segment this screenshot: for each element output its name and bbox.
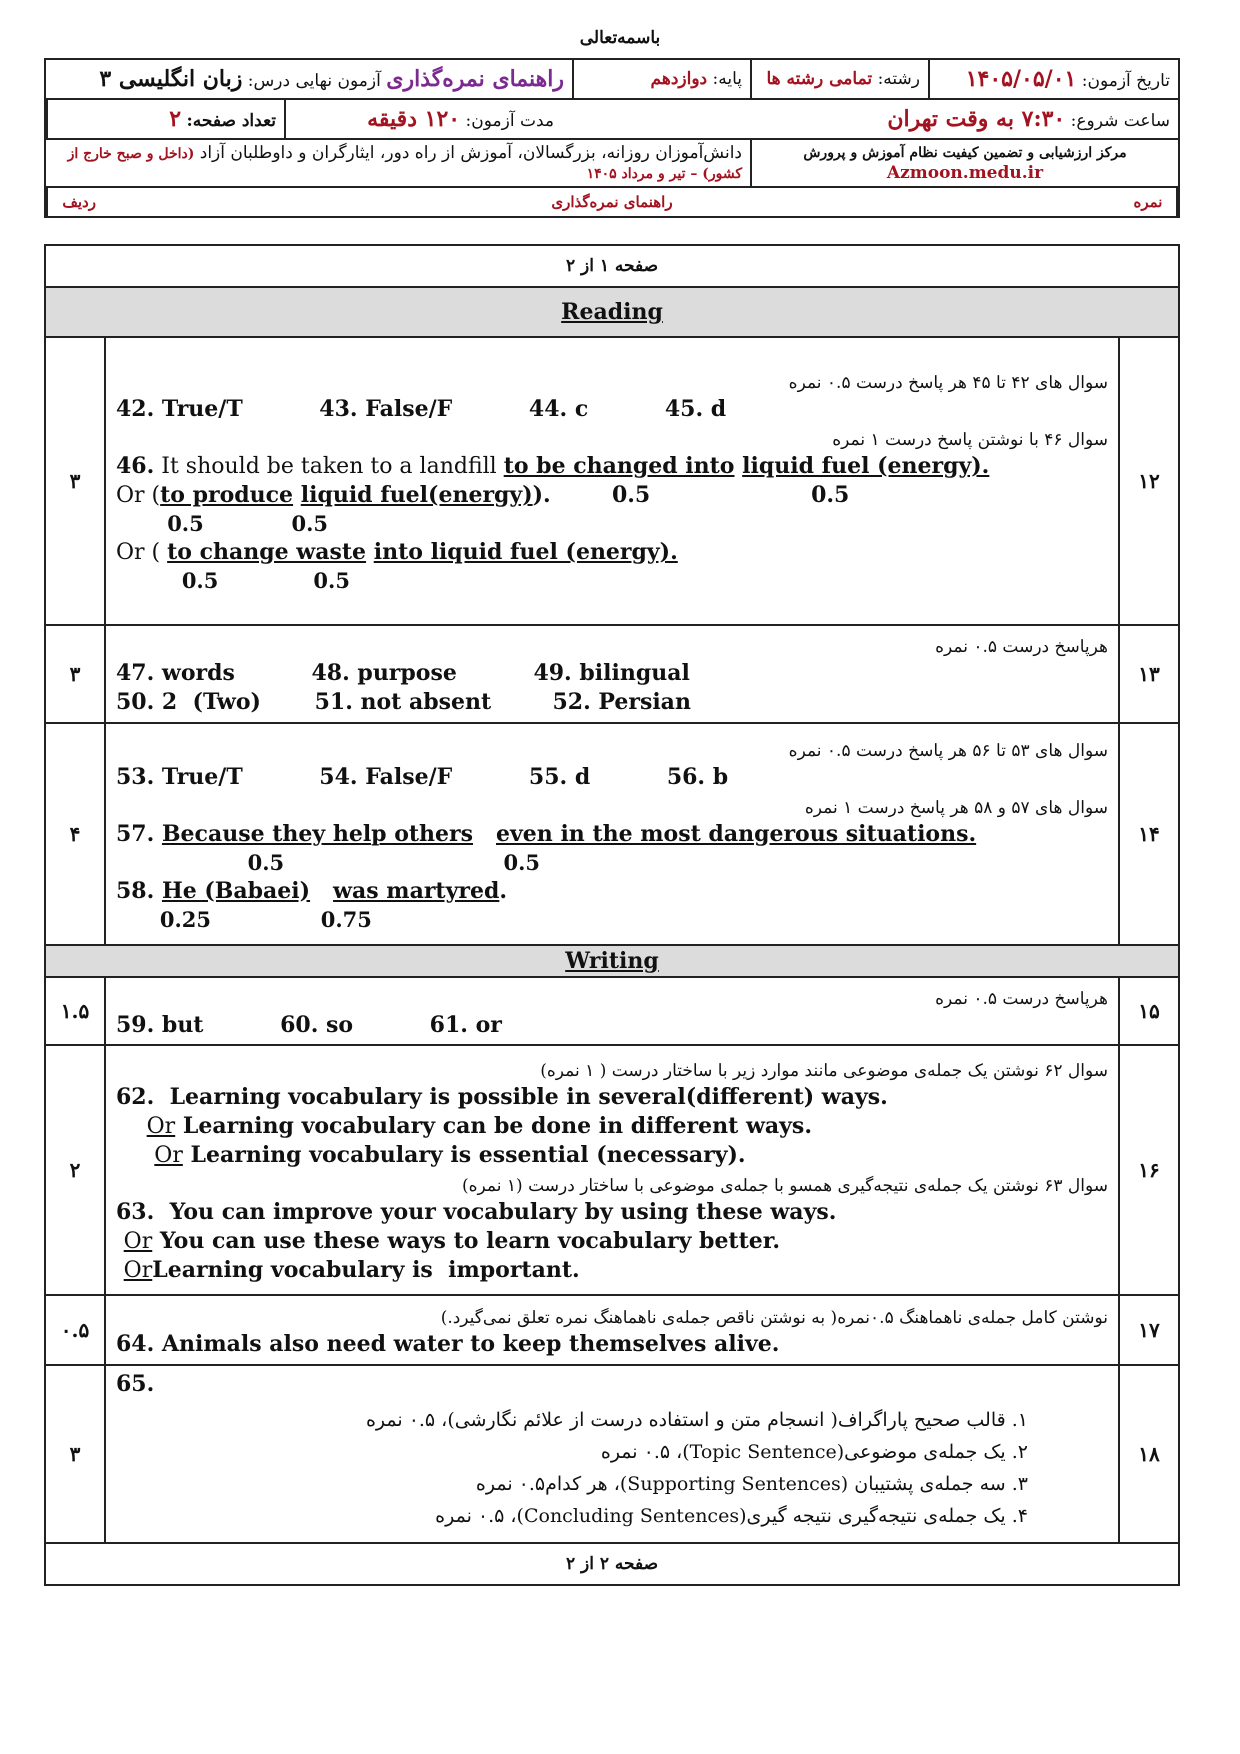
reading-section-title: Reading	[45, 287, 1179, 337]
scoring-note: سوال های ۴۲ تا ۴۵ هر پاسخ درست ۰.۵ نمره	[788, 373, 1108, 393]
score-cell: ۱.۵	[45, 977, 105, 1045]
start-label: ساعت شروع:	[1070, 111, 1170, 131]
table-row	[45, 337, 1179, 625]
row-number: ۱۸	[1119, 1365, 1179, 1543]
course-name: زبان انگلیسی ۳	[99, 66, 243, 92]
criteria-item: ۲. یک جمله‌ی موضوعی(Topic Sentence)، ۰.۵ نمره	[600, 1441, 1028, 1463]
duration-value: ۱۲۰ دقیقه	[367, 106, 461, 132]
answer-cell	[105, 1045, 1119, 1295]
answer-cell	[105, 723, 1119, 945]
table-row	[45, 1045, 1179, 1295]
grade-value: دوازدهم	[650, 69, 708, 89]
duration-cell	[285, 100, 562, 138]
table-row	[45, 1365, 1179, 1543]
document-heading: باسمه‌تعالی	[579, 28, 661, 48]
row-number: ۱۳	[1119, 625, 1179, 723]
scoring-note: سوال های ۵۳ تا ۵۶ هر پاسخ درست ۰.۵ نمره	[788, 740, 1108, 761]
writing-section-title: Writing	[45, 945, 1179, 977]
center-name: مرکز ارزشیابی و تضمین کیفیت نظام آموزش و پرورش	[803, 145, 1127, 161]
answer-line: 53. True/T 54. False/F 55. d 56. b	[116, 763, 729, 790]
field-label: رشته:	[877, 69, 920, 89]
score-cell: ۴	[45, 723, 105, 945]
score-cell: ۳	[45, 625, 105, 723]
page-1-label: صفحه ۱ از ۲	[45, 245, 1179, 287]
answer-46: 46. It should be taken to a landfill to be changed into liquid fuel (energy).	[116, 453, 990, 479]
answer-57: 57. Because they help others even in the most dangerous situations.	[116, 820, 977, 847]
criteria-item: ۱. قالب صحیح پاراگراف( انسجام متن و استفاده درست از علائم نگارشی)، ۰.۵ نمره	[365, 1409, 1028, 1431]
row-number: ۱۷	[1119, 1295, 1179, 1365]
scoring-note: سوال های ۵۷ و ۵۸ هر پاسخ درست ۱ نمره	[804, 797, 1108, 818]
meta-row	[45, 99, 1179, 139]
answer-63-alt-1: Or You can use these ways to learn vocabulary better.	[123, 1228, 780, 1254]
answer-63-alt-2: OrLearning vocabulary is important.	[123, 1257, 580, 1283]
answer-62-alt-2: Or Learning vocabulary is essential (necessary).	[154, 1142, 746, 1168]
answer-64: 64. Animals also need water to keep themselves alive.	[116, 1330, 780, 1357]
table-row	[45, 723, 1179, 945]
row-number: ۱۲	[1119, 337, 1179, 625]
final-exam-label: آزمون نهایی درس:	[247, 71, 381, 91]
answer-65: 65.	[116, 1371, 155, 1397]
answer-46-alt-1: Or (to produce liquid fuel(energy)). 0.5 0.5	[116, 482, 850, 508]
field-cell	[751, 59, 929, 99]
date-value: ۱۴۰۵/۰۵/۰۱	[965, 66, 1077, 92]
answer-42: 42. True/T	[116, 396, 243, 422]
table-row	[45, 977, 1179, 1045]
grade-cell	[573, 59, 751, 99]
score-cell: ۳	[45, 337, 105, 625]
answer-key-table	[44, 244, 1180, 1586]
pages-cell	[47, 100, 285, 138]
grade-label: پایه:	[712, 69, 742, 89]
criteria-item: ۳. سه جمله‌ی پشتیبان (Supporting Sentences)، هر کدام۰.۵ نمره	[475, 1473, 1028, 1495]
scoring-note: هرپاسخ درست ۰.۵ نمره	[935, 988, 1108, 1009]
answer-46-alt-1-scores: 0.5 0.5	[167, 511, 329, 536]
answer-58-scores: 0.25 0.75	[159, 906, 372, 932]
scoring-note: سوال ۴۶ با نوشتن پاسخ درست ۱ نمره	[832, 430, 1108, 450]
answer-62: 62. Learning vocabulary is possible in several(different) ways.	[116, 1084, 888, 1110]
page-2-label: صفحه ۲ از ۲	[45, 1543, 1179, 1585]
answer-cell	[105, 1365, 1119, 1543]
scoring-note: نوشتن کامل جمله‌ی ناهماهنگ ۰.۵نمره( به نوشتن ناقص جمله‌ی ناهماهنگ نمره تعلق نمی‌گیرد.)	[440, 1307, 1108, 1328]
answer-44: 44. c	[528, 396, 589, 422]
row-number: ۱۶	[1119, 1045, 1179, 1295]
date-cell	[929, 59, 1179, 99]
answer-cell	[105, 977, 1119, 1045]
pages-label: تعداد صفحه:	[186, 111, 276, 131]
column-guide-label: راهنمای نمره‌گذاری	[551, 193, 673, 211]
column-row-label: ردیف	[47, 188, 104, 216]
answer-cell	[105, 625, 1119, 723]
center-cell	[751, 139, 1179, 187]
answer-cell	[105, 337, 1119, 625]
score-cell: ۰.۵	[45, 1295, 105, 1365]
table-row	[45, 1295, 1179, 1365]
answer-line: 50. 2 (Two) 51. not absent 52. Persian	[116, 689, 691, 715]
pages-value: ۲	[169, 106, 182, 132]
row-number: ۱۵	[1119, 977, 1179, 1045]
score-cell: ۲	[45, 1045, 105, 1295]
start-cell	[562, 100, 1178, 138]
answer-45: 45. d	[664, 396, 727, 422]
scoring-note: هرپاسخ درست ۰.۵ نمره	[935, 637, 1108, 657]
row-number: ۱۴	[1119, 723, 1179, 945]
answer-46-alt-2: Or ( to change waste into liquid fuel (energy).	[116, 539, 678, 565]
exam-header	[44, 58, 1180, 218]
scoring-note: سوال ۶۳ نوشتن یک جمله‌ی نتیجه‌گیری همسو با جمله‌ی موضوعی با ساختار درست (۱ نمره)	[462, 1176, 1108, 1196]
start-value: ۷:۳۰ به وقت تهران	[887, 106, 1066, 132]
answer-43: 43. False/F	[319, 396, 453, 422]
audience-text: دانش‌آموزان روزانه، بزرگسالان، آموزش از راه دور، ایثارگران و داوطلبان آزاد	[199, 143, 742, 163]
scoring-note: سوال ۶۲ نوشتن یک جمله‌ی موضوعی مانند موارد زیر با ساختار درست ( ۱ نمره)	[540, 1061, 1108, 1081]
guide-course-cell	[45, 59, 573, 99]
website-link[interactable]: Azmoon.medu.ir	[886, 163, 1044, 183]
answer-58: 58. He (Babaei) was martyred.	[116, 877, 507, 904]
column-score-label: نمره	[1120, 188, 1177, 216]
duration-label: مدت آزمون:	[465, 111, 554, 131]
answer-line: 47. words 48. purpose 49. bilingual	[116, 660, 690, 686]
table-row	[45, 625, 1179, 723]
audience-cell	[45, 139, 751, 187]
answer-57-scores: 0.5 0.5	[247, 849, 541, 875]
audience-highlight: (داخل و صبح خارج از کشور) – تیر و مرداد ۱۴۰۵	[67, 146, 742, 182]
answer-62-alt-1: Or Learning vocabulary can be done in different ways.	[146, 1113, 812, 1139]
answer-46-alt-2-scores: 0.5 0.5	[181, 568, 350, 593]
score-cell: ۳	[45, 1365, 105, 1543]
answer-line: 59. but 60. so 61. or	[116, 1011, 502, 1038]
column-header-row	[45, 187, 1179, 217]
answer-line	[116, 395, 1108, 424]
criteria-item: ۴. یک جمله‌ی نتیجه‌گیری نتیجه گیری(Concluding Sentences)، ۰.۵ نمره	[435, 1505, 1028, 1527]
answer-63: 63. You can improve your vocabulary by using these ways.	[116, 1199, 837, 1225]
date-label: تاریخ آزمون:	[1081, 71, 1170, 91]
guide-title: راهنمای نمره‌گذاری	[386, 66, 564, 92]
field-value: تمامی رشته ها	[766, 69, 873, 89]
answer-cell	[105, 1295, 1119, 1365]
